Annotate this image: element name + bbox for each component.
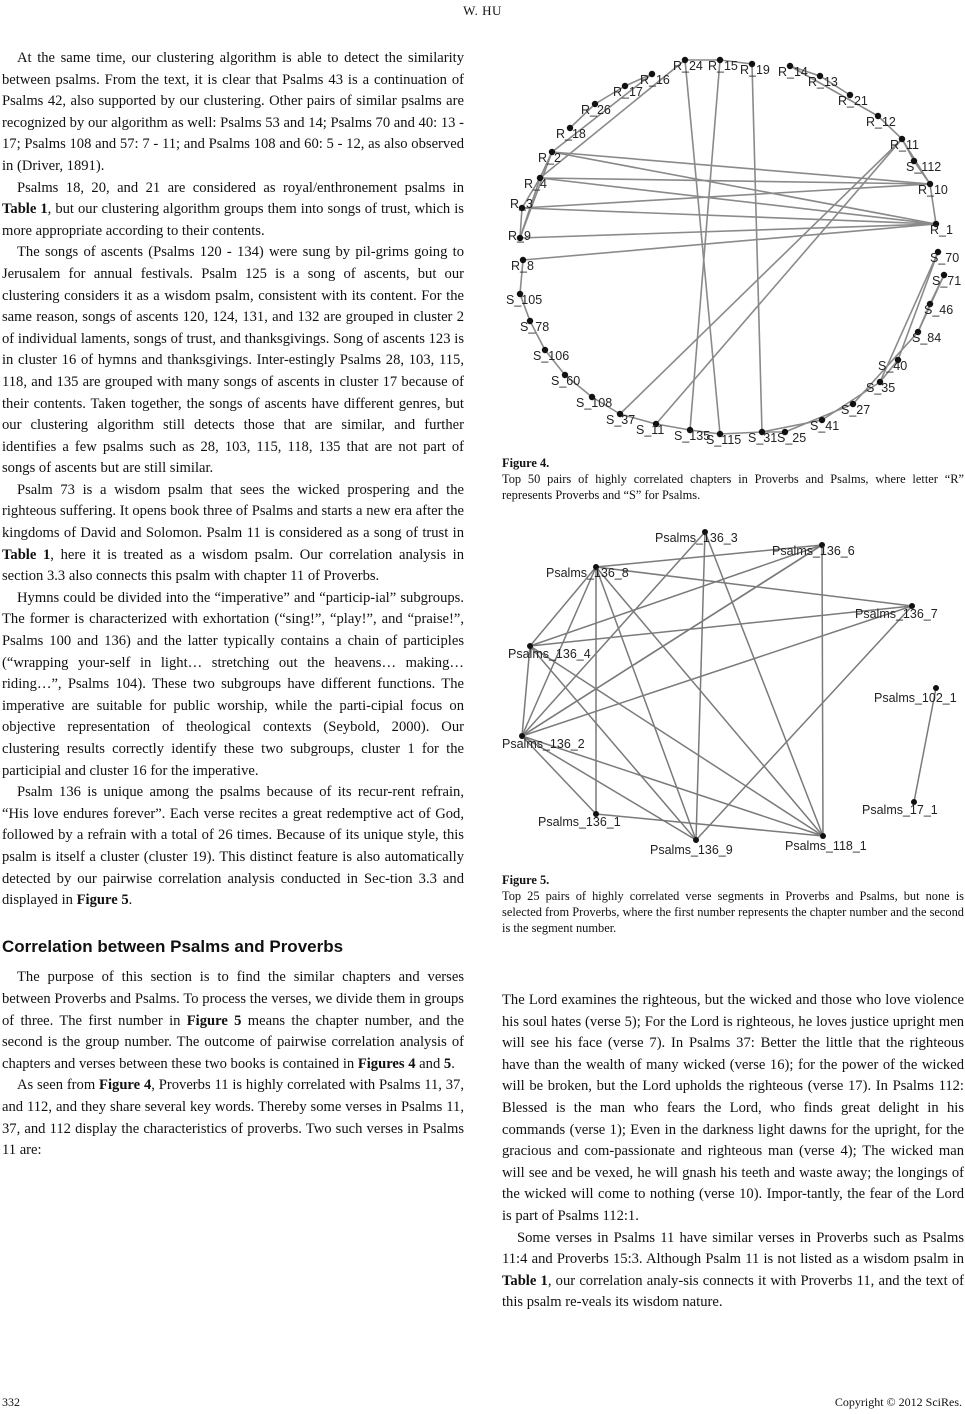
figure-5-caption-text: Top 25 pairs of highly correlated verse segments in Proverbs and Psalms, but none is selected from Proverbs, where the first number represents the chapter number and the second is the segment number. [502, 889, 964, 935]
graph-node-label: S_35 [866, 381, 896, 395]
graph-node-label: R_11 [890, 138, 919, 152]
bold-reference: 5 [443, 1055, 452, 1072]
text-run: , our correlation analy-sis connects it with Proverbs 11, and the text of this psalm re-veals its wisdom nature. [502, 1272, 964, 1311]
graph-node-label: Psalms_17_1 [862, 803, 938, 817]
right-column-text [502, 990, 964, 1314]
graph-edge [596, 567, 696, 840]
paragraph [2, 242, 464, 480]
graph-node-label: R_12 [866, 115, 896, 129]
graph-node-label: R_10 [918, 183, 948, 197]
graph-node-label: Psalms_118_1 [785, 839, 867, 853]
graph-node-label: Psalms_136_9 [650, 843, 733, 857]
figure-5 [500, 522, 964, 867]
text-run: , but our clustering algorithm groups them into songs of trust, which is more appropriate according to their contents. [2, 201, 464, 239]
text-run: . [451, 1055, 455, 1072]
graph-node-label: S_71 [932, 274, 962, 288]
figure-4-graph [500, 48, 964, 448]
graph-node-label: S_78 [520, 320, 550, 334]
graph-node-label: S_106 [533, 349, 570, 363]
graph-node-label: S_25 [777, 431, 807, 445]
bold-reference: Figure 4 [99, 1077, 152, 1094]
graph-node-label: S_31 [748, 431, 778, 445]
text-run: The purpose of this section is to find the similar chapters and verses between Proverbs and Psalms. To process the verses, we divide them in groups of three. The first number in [2, 969, 464, 1029]
graph-node-label: S_27 [841, 403, 871, 417]
graph-node-label: Psalms_136_8 [546, 566, 629, 580]
graph-node-label: Psalms_136_4 [508, 647, 591, 661]
graph-node-label: R_26 [581, 103, 611, 117]
page-number: 332 [2, 1395, 20, 1409]
figure-4 [500, 48, 964, 453]
graph-edge [705, 532, 823, 836]
paragraph [2, 178, 464, 243]
graph-node-label: R_3 [510, 197, 533, 211]
paragraph [2, 48, 464, 178]
figure-4-label: Figure 4. [502, 456, 550, 470]
bold-reference: Figure 5 [76, 892, 129, 909]
text-run: , Proverbs 11 is highly correlated with Psalms 11, 37, and 112, and they share several key words. Thereby some verses in Psalms 11, 37, and 112 display the characteristics of proverbs. Two such verses in Psalms 11 are: [2, 1077, 465, 1159]
text-run: Psalms 18, 20, and 21 are considered as royal/enthronement psalms in [17, 179, 464, 196]
running-header: W. HU [463, 3, 502, 18]
graph-edge [752, 64, 762, 432]
graph-node-label: S_135 [674, 429, 711, 443]
section-heading: Correlation between Psalms and Proverbs [2, 936, 344, 956]
text-run: , here it is treated as a wisdom psalm. Our correlation analysis in section 3.3 also connects this psalm with chapter 11 of Proverbs. [2, 546, 464, 585]
graph-node-label: R_14 [778, 65, 808, 79]
text-run: The songs of ascents (Psalms 120 - 134) were sung by pil-grims going to Jerusalem for annual festivals. Psalm 125 is a song of ascents, but our clustering considers it as a wisdom psalm, consistent with its content. For the same reason, songs of ascents 120, 124, 131, and 132 are grouped in cluster 2 of individual laments, songs of trust, and thanksgivings. Song of ascents 123 is in cluster 16 of hymns and thanksgivings. Inter-estingly Psalms 28, 103, 115, 118, and 135 are grouped with many songs of ascents in cluster 17 because of their contents. Taken together, the songs of ascents have different genres, but our clustering algorithm still detects those that are similar, and further identifies a few psalms such as 28, 103, 115, 118, 135 that are not part of songs of ascents but are still similar. [2, 244, 464, 477]
graph-node-label: R_15 [708, 59, 738, 73]
graph-node-label: R_24 [673, 59, 703, 73]
graph-edge [523, 224, 936, 260]
graph-node-label: R_17 [613, 85, 643, 99]
graph-node-label: R_4 [524, 177, 547, 191]
text-run: Hymns could be divided into the “imperative” and “particip-ial” subgroups. The former is characterized with exhortation (“sing!”, “play!”, and “praise!”, Psalms 100 and 136) and the latter typically contains a chain of participles (“wrapping your-self in light… stretching out the heavens… making… riding…”, Psalms 104). These two subgroups have different functions. The imperative are suitable for public worship, while the parti-cipial focus on objective representation of theological contexts (Seybold, 2000). Our clustering results correctly identify these two subgroups, cluster 1 for the participial and cluster 16 for the imperative. [2, 589, 464, 779]
graph-node-label: S_112 [906, 160, 942, 174]
paragraph [502, 1228, 964, 1314]
graph-node-label: S_46 [924, 303, 954, 317]
graph-node-label: Psalms_136_3 [655, 531, 738, 545]
graph-node-label: R_16 [640, 73, 670, 87]
graph-edge [520, 224, 936, 238]
graph-edge [914, 688, 936, 802]
text-run: Some verses in Psalms 11 have similar verses in Proverbs such as Psalms 11:4 and Proverbs 15:3. Although Psalm 11 is not listed as a wisdom psalm in [502, 1229, 964, 1268]
paragraph [2, 782, 464, 912]
graph-node-label: Psalms_136_1 [538, 815, 621, 829]
text-run: At the same time, our clustering algorithm is able to detect the similarity between psalms. From the text, it is clear that Psalms 43 is a continuation of Psalms 42, also supported by our clustering. Other pairs of similar psalms are recognized by our algorithm as well: Psalms 53 and 14; Psalms 70 and 40: 13 - 17; Psalms 108 and 57: 7 - 11; and Psalms 108 and 60: 5 - 12, as also observed in (Driver, 1891). [2, 50, 464, 174]
graph-node-label: R_19 [740, 63, 770, 77]
paragraph [2, 588, 464, 782]
graph-node-label: Psalms_136_7 [855, 607, 938, 621]
bold-reference: Figures 4 [357, 1055, 416, 1072]
graph-edge [596, 567, 823, 836]
graph-node-label: R_13 [808, 75, 838, 89]
graph-node-label: R_18 [556, 127, 586, 141]
graph-node-label: R_2 [538, 151, 561, 165]
text-run: means the chapter number, and the second is the group number. The outcome of pairwise correlation analysis of chapters and verses between these two books is contained in [2, 1012, 464, 1072]
bold-reference: Table 1 [2, 546, 51, 563]
graph-node-label: R_9 [508, 229, 531, 243]
graph-node-label: S_60 [551, 374, 581, 388]
graph-node-label: Psalms_136_2 [502, 737, 585, 751]
figure-5-label: Figure 5. [502, 873, 550, 887]
paragraph [502, 990, 964, 1228]
figure-4-caption [502, 455, 964, 503]
graph-edge [822, 545, 823, 836]
paragraph [2, 480, 464, 588]
graph-node-label: Psalms_136_6 [772, 544, 855, 558]
figure-5-caption [502, 872, 964, 936]
text-run: Psalm 73 is a wisdom psalm that sees the wicked prospering and the righteous suffering. It opens book three of Psalms and starts a new era after the kingdoms of David and Solomon. Psalm 11 is considered as a song of trust in [2, 481, 464, 542]
text-run: As seen from [17, 1077, 100, 1094]
graph-node-label: R_1 [930, 223, 953, 237]
graph-node-label: Psalms_102_1 [874, 691, 957, 705]
figure-4-caption-text: Top 50 pairs of highly correlated chapters in Proverbs and Psalms, where letter “R” represents Proverbs and “S” for Psalms. [502, 472, 964, 502]
graph-node-label: S_11 [636, 423, 665, 437]
text-run: Psalm 136 is unique among the psalms because of its recur-rent refrain, “His love endures forever”. Each verse recites a great redemptive act of God, followed by a refrain with a total of 26 times. Because of its unique style, this psalm is itself a cluster (cluster 19). This distinct feature is also automatically detected by our pairwise correlation analysis conducted in Sec-tion 3.3 and displayed in [2, 784, 464, 909]
graph-node-label: S_37 [606, 413, 636, 427]
bold-reference: Table 1 [502, 1272, 548, 1289]
copyright: Copyright © 2012 SciRes. [834, 1395, 962, 1409]
text-run: . [128, 892, 133, 909]
bold-reference: Figure 5 [186, 1012, 242, 1029]
graph-node-label: S_84 [912, 331, 942, 345]
graph-node-label: S_108 [576, 396, 613, 410]
paragraph [2, 1075, 464, 1161]
left-column [2, 48, 464, 1162]
graph-node-label: R_8 [511, 259, 534, 273]
graph-node-label: S_40 [878, 359, 908, 373]
figure-5-graph [500, 522, 964, 862]
graph-node-label: S_41 [810, 419, 840, 433]
graph-node-label: S_115 [706, 433, 742, 447]
graph-node-label: R_21 [838, 94, 868, 108]
text-run: The Lord examines the righteous, but the wicked and those who love violence his soul hates (verse 5); For the Lord is righteous, he loves justice upright men will see his face (verse 7). In Psalms 37: Better the little that the righteous have than the wealth of many wicked (verse 16); for the power of the wicked will be broken, but the Lord upholds the righteous (verse 17). In Psalms 112: Blessed is the man who fears the Lord, who finds great delight in his commands (verse 1); Even in the darkness light dawns for the upright, for the gracious and com-passionate and righteous man (verse 4); The wicked man will see and be vexed, he will gnash his teeth and waste away; the longings of the wicked will come to nothing (verse 10). Impor-tantly, the fear of the Lord is part of Psalms 112:1. [502, 992, 964, 1224]
text-run: and [415, 1055, 444, 1072]
graph-edge [522, 184, 930, 208]
graph-node-label: S_105 [506, 293, 543, 307]
bold-reference: Table 1 [2, 201, 48, 218]
graph-node-label: S_70 [930, 251, 960, 265]
paragraph [2, 967, 464, 1075]
